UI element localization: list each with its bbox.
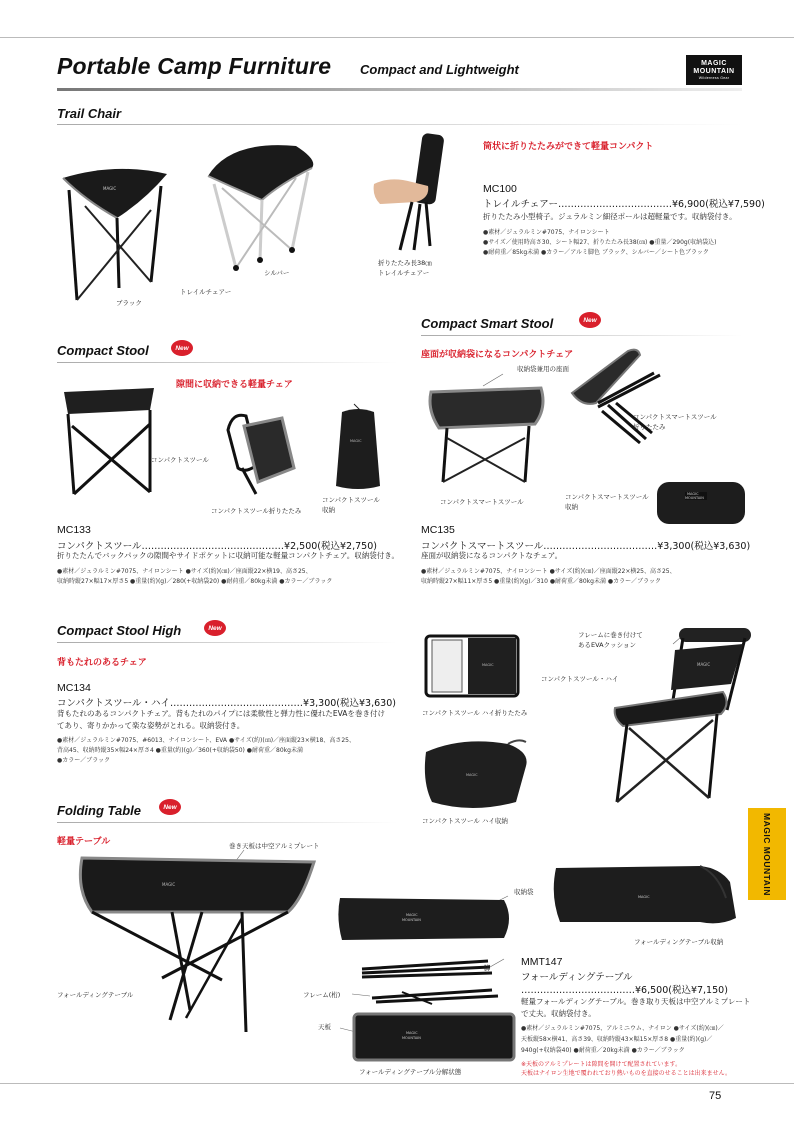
section-rule <box>57 642 397 643</box>
folding-table-name: フォールディングテーブル <box>521 972 633 983</box>
brand-logo <box>686 55 742 85</box>
folding-table-desc2: で丈夫。収納袋付き。 <box>521 1009 596 1018</box>
caption-cushion-2: あるEVAクッション <box>578 641 636 649</box>
stool-high-tagline: 背もたれのあるチェア <box>57 658 147 668</box>
trail-chair-black-image <box>55 160 175 310</box>
svg-text:MAGIC: MAGIC <box>482 663 494 667</box>
table-stored-bag-image <box>550 858 740 930</box>
table-bag-flat-image <box>336 888 516 948</box>
trail-chair-name-price: トレイルチェアー………………………………¥6,900(税込¥7,590) <box>483 199 765 210</box>
folding-table-spec1: ●素材／ジュラルミン#7075、アルミニウム、ナイロン ●サイズ(約)(㎝)／ <box>521 1025 724 1032</box>
caption-table-parts: フォールディングテーブル分解状態 <box>359 1068 462 1076</box>
trail-chair-spec1: ●素材／ジュラルミン#7075、ナイロンシート <box>483 229 610 236</box>
svg-text:MOUNTAIN: MOUNTAIN <box>402 1036 421 1040</box>
stool-high-bag-image <box>422 732 530 812</box>
caption-folding-table: フォールディングテーブル <box>57 991 134 999</box>
svg-text:MAGIC: MAGIC <box>697 662 711 667</box>
smart-stool-name-price: コンパクトスマートスツール………………………………¥3,300(税込¥3,630) <box>421 541 751 552</box>
side-tab <box>748 808 786 900</box>
caption-silver: シルバー <box>264 269 290 277</box>
logo-line1: MAGIC <box>701 59 727 67</box>
svg-text:MAGIC: MAGIC <box>687 492 699 496</box>
compact-stool-code: MC133 <box>57 524 91 536</box>
caption-smart-folded-1: コンパクトスマートスツール <box>633 413 717 421</box>
compact-stool-tagline: 隙間に収納できる軽量チェア <box>176 380 293 390</box>
caption-tabletop: 天板 <box>318 1023 331 1031</box>
section-stool-high: Compact Stool High <box>57 623 182 638</box>
stool-high-code: MC134 <box>57 682 91 694</box>
caption-top-plate: 巻き天板は中空アルミプレート <box>229 842 320 850</box>
caption-black: ブラック <box>116 299 142 307</box>
folding-table-spec3: 940g(+収納袋40) ●耐荷重／20kg未満 ●カラー／ブラック <box>521 1047 685 1054</box>
stool-high-name-price: コンパクトスツール・ハイ……………………………………¥3,300(税込¥3,630) <box>57 698 396 709</box>
stool-high-folded-image <box>422 632 522 702</box>
section-folding-table: Folding Table <box>57 803 142 818</box>
page-subtitle: Compact and Lightweight <box>360 62 519 77</box>
trail-chair-spec2: ●サイズ／使用時高さ30、シート幅27、折りたたみ長38(㎝) ●重量／290g(収納袋込) <box>483 239 717 246</box>
trail-chair-folded-image <box>370 128 460 253</box>
smart-stool-spec2: 収納時縦27×幅11×厚さ5 ●重量(約)(g)／310 ●耐荷重／80kg未満 ●カラー／ブラック <box>421 578 661 585</box>
table-top-image <box>340 1010 520 1065</box>
trail-chair-tagline: 筒状に折りたたみができて軽量コンパクト <box>483 142 654 152</box>
caption-table-bag: 収納袋 <box>514 888 534 896</box>
svg-text:MAGIC: MAGIC <box>350 439 362 443</box>
compact-stool-desc: 折りたたんでバックパックの隙間やサイドポケットに収納可能な軽量コンパクトチェア。収納袋付き。 <box>57 551 399 560</box>
caption-smart-seat: 収納袋兼用の座面 <box>517 365 569 373</box>
svg-text:MAGIC: MAGIC <box>406 913 418 917</box>
folding-table-price: ………………………………¥6,500(税込¥7,150) <box>521 985 728 996</box>
folding-table-code: MMT147 <box>521 956 563 968</box>
caption-high-folded: コンパクトスツール ハイ折りたたみ <box>422 709 528 717</box>
compact-stool-image <box>60 384 158 499</box>
smart-stool-bag-image <box>655 478 747 528</box>
caption-stool-high: コンパクトスツール・ハイ <box>541 675 619 683</box>
stool-high-spec1: ●素材／ジュラルミン#7075、#6013、ナイロンシート、EVA ●サイズ(約)(㎝)／座面縦23×横18、高さ25、 <box>57 737 355 744</box>
svg-text:MAGIC: MAGIC <box>103 186 117 191</box>
table-frame-image <box>352 982 502 1012</box>
trail-chair-code: MC100 <box>483 183 517 195</box>
caption-frame: フレーム(桁) <box>303 991 341 999</box>
section-rule <box>57 362 397 363</box>
page-number: 75 <box>709 1090 722 1102</box>
caption-smart-folded-2: 折りたたみ <box>633 423 666 431</box>
caption-leg: 脚 <box>484 964 491 972</box>
stool-high-desc1: 背もたれのあるコンパクトチェア。背もたれのパイプには柔軟性と弾力性に優れたEVAを巻き付け <box>57 709 385 718</box>
smart-stool-desc: 座面が収納袋になるコンパクトなチェア。 <box>421 551 563 560</box>
new-badge-stool-high: New <box>204 620 226 636</box>
caption-cushion-1: フレームに巻き付けて <box>578 631 643 639</box>
folding-table-spec2: 天板縦58×横41、高さ39、収納時縦43×幅15×厚さ8 ●重量(約)(g)／ <box>521 1036 713 1043</box>
folding-table-note2: 天板はナイロン生地で覆われており熱いものを直接のせることは出来ません。 <box>521 1070 731 1077</box>
folding-table-tagline: 軽量テーブル <box>57 837 111 847</box>
page-title: Portable Camp Furniture <box>57 53 332 79</box>
section-rule <box>57 822 397 823</box>
side-tab-label: MAGIC MOUNTAIN <box>762 812 772 896</box>
logo-line2: MOUNTAIN <box>693 67 735 75</box>
new-badge-smart-stool: New <box>579 312 601 328</box>
caption-smart-bag-2: 収納 <box>565 503 578 511</box>
new-badge-compact-stool: New <box>171 340 193 356</box>
svg-text:MOUNTAIN: MOUNTAIN <box>402 918 421 922</box>
folding-table-note1: ※天板のアルミプレートは隙間を開けて配置されています。 <box>521 1061 682 1068</box>
compact-stool-spec2: 収納時縦27×幅17×厚さ5 ●重量(約)(g)／280(+収納袋20) ●耐荷重／80kg未満 ●カラー／ブラック <box>57 578 333 585</box>
compact-stool-folded-image <box>222 408 302 500</box>
stool-high-spec2: 背高45、収納時縦35×幅24×厚さ4 ●重量(約)(g)／360(+収納袋50) ●耐荷重／80kg未満 <box>57 747 303 754</box>
trail-chair-silver-image <box>200 138 325 278</box>
caption-table-stored: フォールディングテーブル収納 <box>634 938 724 946</box>
stool-high-desc2: てあり、寄りかかって楽な姿勢がとれる。収納袋付き。 <box>57 721 245 730</box>
smart-stool-image <box>425 378 550 490</box>
smart-stool-spec1: ●素材／ジュラルミン#7075、ナイロンシート ●サイズ(約)(㎝)／座面縦22×横25、高さ25、 <box>421 568 676 575</box>
caption-high-bag: コンパクトスツール ハイ収納 <box>422 817 508 825</box>
svg-text:MAGIC: MAGIC <box>162 882 176 887</box>
caption-trail-chair: トレイルチェアー <box>180 288 232 296</box>
caption-smart-bag-1: コンパクトスマートスツール <box>565 493 649 501</box>
section-smart-stool: Compact Smart Stool <box>421 316 554 331</box>
caption-compact-folded: コンパクトスツール折りたたみ <box>211 507 302 515</box>
stool-high-spec3: ●カラー／ブラック <box>57 757 111 764</box>
caption-compact-bag-2: 収納 <box>322 506 335 514</box>
svg-text:MAGIC: MAGIC <box>466 773 478 777</box>
folding-table-desc1: 軽量フォールディングテーブル。巻き取り天板は中空アルミプレート <box>521 997 751 1006</box>
svg-text:MAGIC: MAGIC <box>406 1031 418 1035</box>
caption-compact-stool: コンパクトスツール <box>151 456 209 464</box>
section-trail-chair: Trail Chair <box>57 106 122 121</box>
compact-stool-name-price: コンパクトスツール………………………………………¥2,500(税込¥2,750) <box>57 541 377 552</box>
new-badge-folding-table: New <box>159 799 181 815</box>
section-rule <box>57 124 742 125</box>
caption-compact-bag-1: コンパクトスツール <box>322 496 380 504</box>
section-compact-stool: Compact Stool <box>57 343 149 358</box>
logo-line3: Wilderness Gear <box>698 75 730 80</box>
caption-smart-stool: コンパクトスマートスツール <box>440 498 524 506</box>
svg-text:MAGIC: MAGIC <box>638 895 650 899</box>
top-rule <box>0 37 794 38</box>
section-rule <box>421 335 742 336</box>
caption-folded-2: トレイルチェアー <box>378 269 430 277</box>
compact-stool-bag-image <box>332 402 384 492</box>
caption-folded-1: 折りたたみ長38㎝ <box>378 259 432 267</box>
header-gradient-rule <box>57 88 742 91</box>
bottom-rule <box>0 1083 794 1084</box>
svg-text:MOUNTAIN: MOUNTAIN <box>685 496 704 500</box>
smart-stool-tagline: 座面が収納袋になるコンパクトチェア <box>421 350 574 360</box>
trail-chair-desc: 折りたたみ小型椅子。ジュラルミン細径ポールは超軽量です。収納袋付き。 <box>483 212 737 221</box>
smart-stool-code: MC135 <box>421 524 455 536</box>
compact-stool-spec1: ●素材／ジュラルミン#7075、ナイロンシート ●サイズ(約)(㎝)／座面縦22×横19、高さ25、 <box>57 568 312 575</box>
stool-high-image <box>605 620 755 810</box>
folding-table-image <box>62 850 327 1040</box>
trail-chair-spec3: ●耐荷重／85kg未満 ●カラー／アルミ脚色 ブラック、シルバー／シート色ブラック <box>483 249 709 256</box>
